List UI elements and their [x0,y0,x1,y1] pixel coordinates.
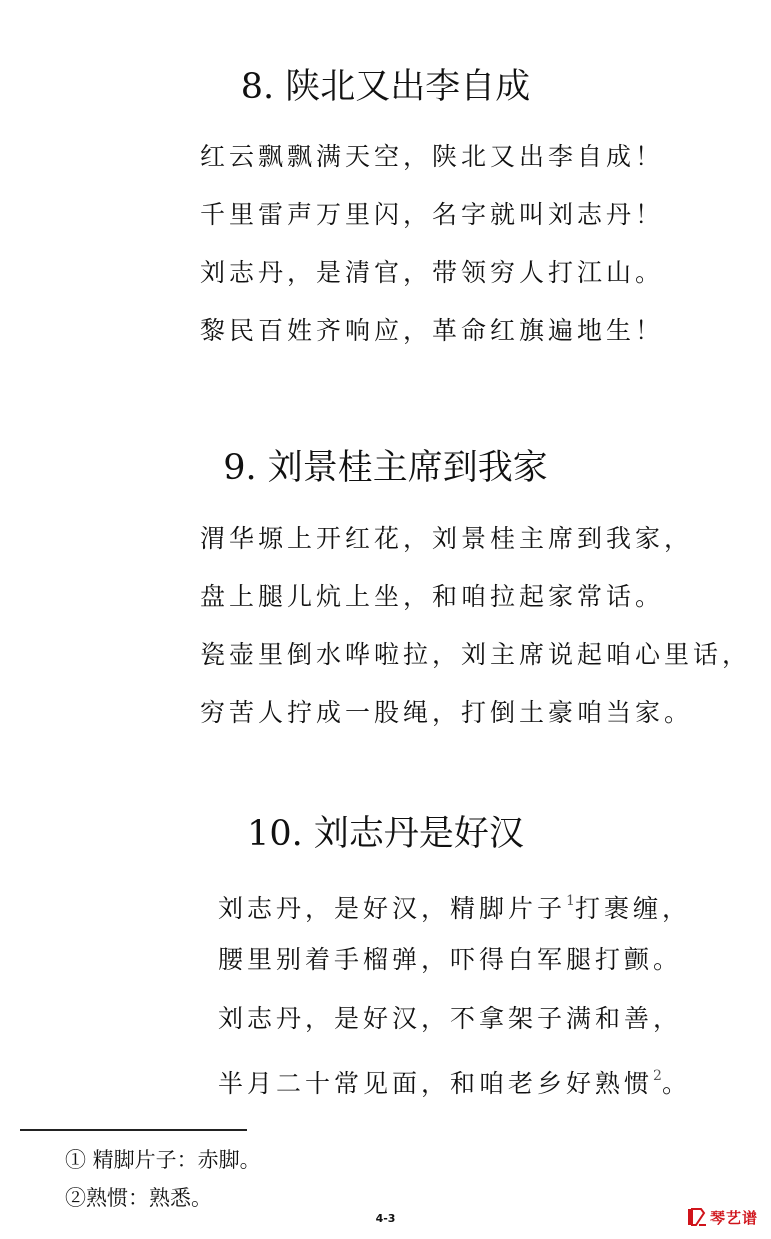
footnote-divider [20,1129,247,1131]
lyric-text: 腰里别着手榴弹，吓得白军腿打颤。 [218,945,683,974]
song-10-line-4 [218,1061,691,1099]
song-8-line-2: 千里雷声万里闪，名字就叫刘志丹！ [200,200,665,229]
piano-key-logo-icon [686,1206,708,1228]
song-10-title: 10. 刘志丹是好汉 [247,814,524,854]
song-9-line-2: 盘上腿儿炕上坐，和咱拉起家常话。 [200,582,665,611]
song-8-line-4: 黎民百姓齐响应，革命红旗遍地生！ [200,316,665,345]
song-10-line-3 [218,1004,682,1034]
song-10-line-2 [218,945,682,975]
page-number: 4-3 [375,1212,396,1225]
footnote-marker: 1 [566,893,575,909]
lyric-text: 半月二十常见面，和咱老乡好熟惯 [218,1069,654,1098]
footnote-1: ① 精脚片子：赤脚。 [65,1148,261,1172]
song-9-line-1: 渭华塬上开红花，刘景桂主席到我家， [200,524,694,553]
watermark-logo [686,1205,764,1229]
footnote-2: ②熟惯：熟悉。 [65,1186,212,1210]
song-9-line-3: 瓷壶里倒水哗啦拉，刘主席说起咱心里话， [200,640,752,669]
lyric-text: 刘志丹，是好汉，不拿架子满和善， [218,1004,683,1033]
lyric-text: 。 [661,1069,691,1098]
song-9-title: 9. 刘景桂主席到我家 [223,448,548,488]
watermark-text: 琴艺谱 [710,1208,759,1227]
lyric-text: 刘志丹，是好汉，精脚片子 [218,894,567,923]
footnote-marker: 2 [653,1068,662,1084]
song-8-line-3: 刘志丹，是清官，带领穷人打江山。 [200,258,665,287]
song-9-line-4: 穷苦人拧成一股绳，打倒土豪咱当家。 [200,698,694,727]
song-8-title: 8. 陕北又出李自成 [240,67,531,107]
song-10-line-1 [218,886,691,924]
song-8-line-1: 红云飘飘满天空，陕北又出李自成！ [200,142,665,171]
lyric-text: 打裹缠， [574,894,691,923]
